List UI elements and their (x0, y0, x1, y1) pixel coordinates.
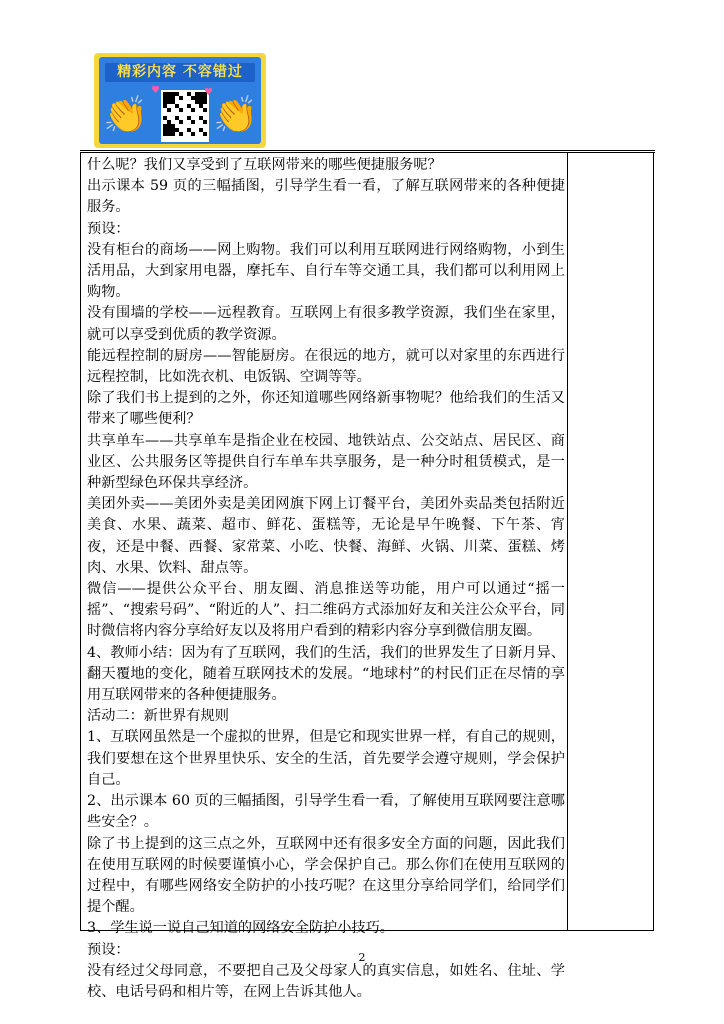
paragraph: 没有围墙的学校——远程教育。互联网上有很多教学资源，我们坐在家里，就可以享受到优质的教学资源。 (87, 305, 565, 343)
heart-icon: ♥ (151, 85, 160, 96)
activity-heading: 活动二：新世界有规则 (87, 708, 229, 725)
paragraph: 什么呢？我们又享受到了互联网带来的哪些便捷服务呢？ (87, 157, 442, 173)
paragraph: 微信——提供公众平台、朋友圈、消息推送等功能，用户可以通过“摇一摇”、“搜索号码”、“附近的人”、扫二维码方式添加好友和关注公众平台，同时微信将内容分享给好友以及将用户看到的精彩内容分享到微信朋友圈。 (87, 581, 565, 640)
paragraph: 预设： (87, 941, 130, 958)
paragraph: 预设： (87, 220, 130, 237)
paragraph: 1、互联网虽然是一个虚拟的世界，但是它和现实世界一样，有自己的规则，我们要想在这个世界里快乐、安全的生活，首先要学会遵守规则，学会保护自己。 (87, 729, 565, 788)
promo-banner-title: 精彩内容 不容错过 (105, 63, 255, 82)
paragraph: 除了书上提到的这三点之外，互联网中还有很多安全方面的问题，因此我们在使用互联网的时候要谨慎小心，学会保护自己。那么你们在使用互联网的过程中，有哪些网络安全防护的小技巧呢？在这里分享给同学们，给同学们提个醒。 (87, 835, 565, 916)
promo-banner-panel (99, 57, 261, 144)
lesson-content (87, 155, 565, 1003)
heart-icon: ♥ (204, 87, 213, 98)
paragraph: 没有柜台的商场——网上购物。我们可以利用互联网进行网络购物，小到生活用品，大到家用电器，摩托车、自行车等交通工具，我们都可以利用网上购物。 (87, 241, 565, 301)
paragraph: 能远程控制的厨房——智能厨房。在很远的地方，就可以对家里的东西进行远程控制，比如洗衣机、电饭锅、空调等等。 (87, 347, 565, 386)
qr-code-icon[interactable] (161, 90, 209, 142)
page-number: 2 (358, 951, 366, 964)
clapping-hands-icon: 👏 (213, 95, 258, 136)
paragraph: 没有经过父母同意，不要把自己及父母家人的真实信息，如姓名、住址、学校、电话号码和相片等，在网上告诉其他人。 (87, 962, 565, 1000)
promo-banner[interactable] (94, 53, 266, 148)
paragraph: 除了我们书上提到的之外，你还知道哪些网络新事物呢？他给我们的生活又带来了哪些便利？ (87, 390, 565, 428)
clapping-hands-icon: 👏 (103, 95, 148, 136)
paragraph: 美团外卖——美团外卖是美团网旗下网上订餐平台，美团外卖品类包括附近美食、水果、蔬菜、超市、鲜花、蛋糕等，无论是早午晚餐、下午茶、宵夜，还是中餐、西餐、家常菜、小吃、快餐、海鲜、火锅、川菜、蛋糕、烤肉、水果、饮料、甜点等。 (87, 496, 565, 576)
paragraph: 出示课本 59 页的三幅插图，引导学生看一看，了解互联网带来的各种便捷服务。 (87, 178, 565, 216)
qr-code-pattern (163, 92, 207, 136)
paragraph: 2、出示课本 60 页的三幅插图，引导学生看一看，了解使用互联网要注意哪些安全？。 (87, 793, 565, 831)
paragraph: 3、学生说一说自己知道的网络安全防护小技巧。 (87, 920, 394, 937)
paragraph: 4、教师小结：因为有了互联网，我们的生活，我们的世界发生了日新月异、翻天覆地的变化，随着互联网技术的发展。“地球村”的村民们正在尽情的享用互联网带来的各种便捷服务。 (87, 644, 565, 704)
paragraph: 共享单车——共享单车是指企业在校园、地铁站点、公交站点、居民区、商业区、公共服务区等提供自行车单车共享服务，是一种分时租赁模式，是一种新型绿色环保共享经济。 (87, 432, 565, 492)
table-column-divider (567, 153, 568, 931)
